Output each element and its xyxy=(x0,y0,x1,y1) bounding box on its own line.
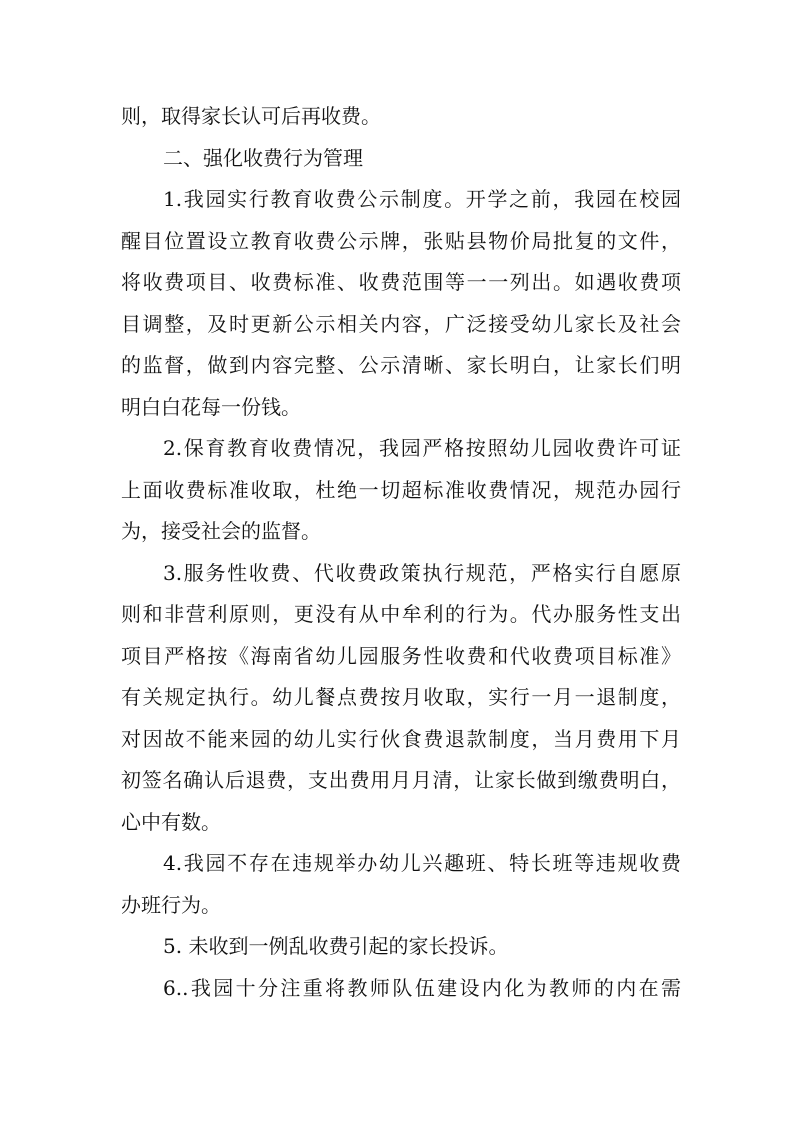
text-line: 办班行为。 xyxy=(121,892,221,917)
text-line: 初签名确认后退费，支出费用月月清，让家长做到缴费明白， xyxy=(121,768,681,792)
text-line: 1.我园实行教育收费公示制度。开学之前，我园在校园 xyxy=(163,187,681,211)
text-line: 4.我园不存在违规举办幼儿兴趣班、特长班等违规收费 xyxy=(163,851,681,875)
text-line: 的监督，做到内容完整、公示清晰、家长明白，让家长们明 xyxy=(121,353,681,377)
text-line: 则和非营利原则，更没有从中牟利的行为。代办服务性支出 xyxy=(121,602,681,626)
section-heading: 二、强化收费行为管理 xyxy=(163,145,363,170)
text-line: 为，接受社会的监督。 xyxy=(121,519,321,543)
text-line: 醒目位置设立教育收费公示牌，张贴县物价局批复的文件， xyxy=(121,228,681,253)
text-line: 上面收费标准收取，杜绝一切超标准收费情况，规范办园行 xyxy=(121,477,681,502)
text-line: 则，取得家长认可后再收费。 xyxy=(121,104,381,128)
text-line: 心中有数。 xyxy=(121,809,221,834)
text-line: 项目严格按《海南省幼儿园服务性收费和代收费项目标准》 xyxy=(121,643,681,668)
text-line: 目调整，及时更新公示相关内容，广泛接受幼儿家长及社会 xyxy=(121,311,681,336)
text-line: 有关规定执行。幼儿餐点费按月收取，实行一月一退制度， xyxy=(121,685,681,709)
text-line: 6..我园十分注重将教师队伍建设内化为教师的内在需 xyxy=(163,975,681,1000)
text-line: 2.保育教育收费情况，我园严格按照幼儿园收费许可证 xyxy=(163,436,681,460)
document-body xyxy=(121,96,681,1009)
text-line: 3.服务性收费、代收费政策执行规范，严格实行自愿原 xyxy=(163,560,681,585)
text-line: 明白白花每一份钱。 xyxy=(121,394,301,419)
text-line: 对因故不能来园的幼儿实行伙食费退款制度，当月费用下月 xyxy=(121,726,681,751)
text-line: 5. 未收到一例乱收费引起的家长投诉。 xyxy=(163,934,509,958)
text-line: 将收费项目、收费标准、收费范围等一一列出。如遇收费项 xyxy=(121,270,681,294)
